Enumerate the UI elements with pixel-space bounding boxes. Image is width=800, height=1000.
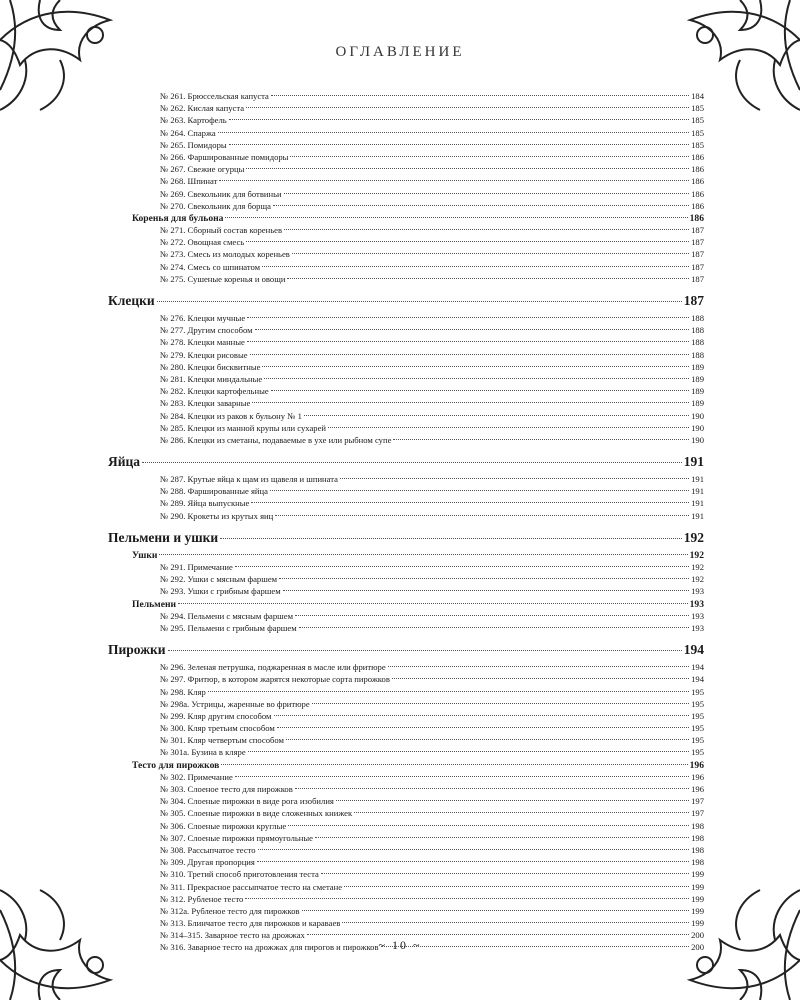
toc-entry <box>108 699 704 711</box>
toc-section <box>108 454 704 471</box>
dot-leader <box>252 402 689 403</box>
dot-leader <box>277 727 689 728</box>
toc-page-number: 199 <box>691 869 704 880</box>
dot-leader <box>279 578 689 579</box>
toc-entry <box>108 350 704 362</box>
dot-leader <box>342 922 689 923</box>
toc-entry <box>108 623 704 635</box>
toc-label: № 305. Слоеные пирожки в виде сложенных книжек <box>160 808 353 819</box>
toc-entry <box>108 857 704 869</box>
toc-label: Коренья для бульона <box>132 212 224 224</box>
toc-entry <box>108 435 704 447</box>
toc-label: Тесто для пирожков <box>132 759 220 771</box>
toc-label: № 288. Фаршированные яйца <box>160 486 268 497</box>
toc-entry <box>108 747 704 759</box>
toc-page-number: 199 <box>691 918 704 929</box>
toc-label: № 284. Клецки из раков к бульону № 1 <box>160 410 302 421</box>
toc-page-number: 185 <box>691 115 704 126</box>
dot-leader <box>262 366 689 367</box>
dot-leader <box>235 776 689 777</box>
toc-page-number: 187 <box>691 249 704 260</box>
toc-entry <box>108 313 704 325</box>
toc-entry <box>108 882 704 894</box>
toc-page-number: 197 <box>691 796 704 807</box>
dot-leader <box>295 615 689 616</box>
toc-page-number: 192 <box>691 574 704 585</box>
toc-label: № 281. Клецки миндальные <box>160 373 263 384</box>
toc-label: № 273. Смесь из молодых кореньев <box>160 249 290 260</box>
toc-label: № 290. Крокеты из крутых яиц <box>160 510 274 521</box>
toc-section <box>108 293 704 310</box>
toc-page-number: 194 <box>683 642 704 658</box>
toc-entry <box>108 249 704 261</box>
dot-leader <box>273 205 689 206</box>
toc-page-number: 190 <box>691 410 704 421</box>
toc-label: № 269. Свекольник для ботвиньи <box>160 188 282 199</box>
toc-label: № 291. Примечание <box>160 562 233 572</box>
toc-label: № 266. Фаршированные помидоры <box>160 151 289 162</box>
toc-page-number: 192 <box>689 549 704 561</box>
dot-leader <box>393 439 689 440</box>
toc-page-number: 185 <box>691 127 704 138</box>
toc-entry <box>108 115 704 127</box>
toc-page-number: 196 <box>689 759 704 771</box>
toc-page-number: 186 <box>691 188 704 199</box>
dot-leader <box>288 825 689 826</box>
toc-entry <box>108 164 704 176</box>
toc-entry <box>108 906 704 918</box>
toc-page-number: 199 <box>691 893 704 904</box>
toc-label: № 311. Прекрасное рассыпчатое тесто на сметане <box>160 881 343 892</box>
dot-leader <box>255 329 690 330</box>
toc-entry <box>108 398 704 410</box>
toc-label: № 272. Овощная смесь <box>160 237 245 248</box>
toc-entry <box>108 189 704 201</box>
toc-label: № 279. Клецки рисовые <box>160 349 248 360</box>
toc-entry <box>108 337 704 349</box>
toc-label: № 298а. Устрицы, жаренные во фритюре <box>160 698 310 709</box>
dot-leader <box>271 390 689 391</box>
dot-leader <box>292 253 689 254</box>
toc-label: Пельмени и ушки <box>108 529 219 545</box>
toc-entry <box>108 386 704 398</box>
toc-entry <box>108 711 704 723</box>
dot-leader <box>286 739 689 740</box>
dot-leader <box>246 241 689 242</box>
toc-label: № 293. Ушки с грибным фаршем <box>160 586 281 597</box>
toc-label: № 314–315. Заварное тесто на дрожжах <box>160 930 305 941</box>
toc-entry <box>108 274 704 286</box>
toc-entry <box>108 362 704 374</box>
toc-label: № 306. Слоеные пирожки круглые <box>160 820 287 831</box>
toc-label: № 287. Крутые яйца к щам из щавеля и шпината <box>160 474 338 485</box>
toc-label: № 263. Картофель <box>160 115 227 126</box>
toc-entry <box>108 662 704 674</box>
toc-page-number: 195 <box>691 710 704 721</box>
toc-entry <box>108 140 704 152</box>
toc-page-number: 196 <box>691 771 704 782</box>
toc-entry <box>108 574 704 586</box>
toc-entry <box>108 894 704 906</box>
dot-leader <box>304 415 689 416</box>
toc-label: Пельмени <box>132 598 177 610</box>
toc-entry <box>108 772 704 784</box>
toc-page-number: 195 <box>691 735 704 746</box>
toc-entry <box>108 674 704 686</box>
toc-entry <box>108 511 704 523</box>
toc-page-number: 198 <box>691 844 704 855</box>
dot-leader <box>270 490 689 491</box>
toc-page-number: 185 <box>691 139 704 150</box>
dot-leader <box>251 502 689 503</box>
dot-leader <box>392 678 689 679</box>
toc-entry <box>108 586 704 598</box>
toc-entry <box>108 474 704 486</box>
toc-subsection <box>108 599 704 611</box>
dot-leader <box>235 566 689 567</box>
toc-entry <box>108 225 704 237</box>
toc-page-number: 196 <box>691 784 704 794</box>
toc-entry <box>108 237 704 249</box>
dot-leader <box>245 898 689 899</box>
toc-label: № 271. Сборный состав кореньев <box>160 225 283 236</box>
toc-label: № 283. Клецки заварные <box>160 398 251 409</box>
dot-leader <box>274 715 690 716</box>
toc-label: № 280. Клецки бисквитные <box>160 361 261 372</box>
toc-page-number: 195 <box>691 723 704 734</box>
dot-leader <box>344 886 689 887</box>
toc-entry <box>108 262 704 274</box>
page-number: ~ 10 ~ <box>378 938 422 952</box>
toc-label: № 299. Кляр другим способом <box>160 710 272 721</box>
toc-page-number: 184 <box>691 91 704 101</box>
dot-leader <box>312 703 689 704</box>
toc-page-number: 191 <box>691 510 704 521</box>
toc-page-number: 186 <box>689 212 704 224</box>
toc-page-number: 190 <box>691 422 704 433</box>
toc-entry <box>108 735 704 747</box>
toc-page-number: 191 <box>691 498 704 509</box>
toc-label: № 274. Смесь со шпинатом <box>160 261 261 272</box>
dot-leader <box>388 666 689 667</box>
toc-entry <box>108 845 704 857</box>
toc-label: № 303. Слоеное тесто для пирожков <box>160 784 293 794</box>
toc-page-number: 189 <box>691 386 704 397</box>
toc-label: № 312а. Рубленое тесто для пирожков <box>160 905 300 916</box>
dot-leader <box>302 910 690 911</box>
toc-page-number: 189 <box>691 373 704 384</box>
toc-entry <box>108 325 704 337</box>
toc-entry <box>108 918 704 930</box>
toc-entry <box>108 128 704 140</box>
toc-label: № 296. Зеленая петрушка, поджаренная в масле или фритюре <box>160 662 386 673</box>
toc-label: № 265. Помидоры <box>160 139 227 150</box>
toc-subsection <box>108 760 704 772</box>
toc-page-number: 187 <box>691 261 704 272</box>
toc-page-number: 200 <box>691 942 704 953</box>
toc-label: Пирожки <box>108 642 166 658</box>
toc-page-number: 187 <box>691 225 704 236</box>
dot-leader <box>247 341 689 342</box>
dot-leader <box>218 132 689 133</box>
toc-label: № 261. Брюссельская капуста <box>160 91 269 101</box>
toc-label: № 307. Слоеные пирожки прямоугольные <box>160 832 313 843</box>
toc-page-number: 195 <box>691 698 704 709</box>
toc-label: № 301. Кляр четвертым способом <box>160 735 284 746</box>
dot-leader <box>321 873 689 874</box>
dot-leader <box>229 144 689 145</box>
toc-entry <box>108 423 704 435</box>
toc-label: № 301а. Бузина в кляре <box>160 747 246 758</box>
toc-page-number: 197 <box>691 808 704 819</box>
toc-page-number: 188 <box>691 313 704 323</box>
toc-page-number: 194 <box>691 662 704 673</box>
toc-entry <box>108 152 704 164</box>
dot-leader <box>157 301 682 302</box>
toc-page-number: 198 <box>691 857 704 868</box>
toc-page-number: 200 <box>691 930 704 941</box>
dot-leader <box>284 193 690 194</box>
dot-leader <box>219 180 689 181</box>
toc-page-number: 192 <box>691 562 704 572</box>
toc-page-number: 188 <box>691 349 704 360</box>
toc-label: № 267. Свежие огурцы <box>160 164 245 175</box>
toc-entry <box>108 821 704 833</box>
toc-entry <box>108 808 704 820</box>
toc-page-number: 193 <box>691 586 704 597</box>
toc-page-number: 198 <box>691 832 704 843</box>
toc-entry <box>108 784 704 796</box>
toc-page-number: 191 <box>683 454 704 470</box>
toc-page-number: 195 <box>691 747 704 758</box>
toc-label: № 262. Кислая капуста <box>160 103 245 114</box>
toc-entry <box>108 869 704 881</box>
toc-label: № 275. Сушеные коренья и овощи <box>160 273 286 284</box>
dot-leader <box>225 217 687 218</box>
toc-page-number: 187 <box>691 273 704 284</box>
toc-label: Ушки <box>132 549 158 561</box>
toc-label: № 316. Заварное тесто на дрожжах для пирогов и пирожков <box>160 942 379 953</box>
toc-page-number: 193 <box>691 622 704 633</box>
toc-page-number: 199 <box>691 905 704 916</box>
toc-page-number: 191 <box>691 474 704 485</box>
dot-leader <box>340 478 689 479</box>
dot-leader <box>264 378 689 379</box>
toc-section <box>108 642 704 659</box>
dot-leader <box>257 861 689 862</box>
page-title: ОГЛАВЛЕНИЕ <box>335 44 465 60</box>
toc-page-number: 188 <box>691 325 704 336</box>
toc-label: Клецки <box>108 293 155 308</box>
toc-page-number: 186 <box>691 200 704 211</box>
toc-entry <box>108 176 704 188</box>
dot-leader <box>284 229 689 230</box>
toc-label: № 309. Другая пропорция <box>160 857 255 868</box>
toc-entry <box>108 411 704 423</box>
dot-leader <box>271 95 689 96</box>
toc-entry <box>108 201 704 213</box>
toc-label: № 268. Шпинат <box>160 176 218 187</box>
toc-entry <box>108 91 704 103</box>
toc-page-number: 193 <box>691 610 704 621</box>
toc-page-number: 190 <box>691 434 704 445</box>
dot-leader <box>315 837 689 838</box>
toc-label: № 312. Рубленое тесто <box>160 893 244 904</box>
toc-page-number: 192 <box>683 529 704 545</box>
table-of-contents <box>108 91 704 955</box>
dot-leader <box>159 554 687 555</box>
toc-page-number: 187 <box>691 237 704 248</box>
toc-entry <box>108 796 704 808</box>
dot-leader <box>299 627 689 628</box>
toc-label: № 313. Блинчатое тесто для пирожков и караваев <box>160 918 341 929</box>
toc-label: № 294. Пельмени с мясным фаршем <box>160 610 294 621</box>
toc-entry <box>108 723 704 735</box>
toc-page-number: 193 <box>689 598 704 610</box>
toc-page-number: 195 <box>691 686 704 697</box>
dot-leader <box>142 462 682 463</box>
toc-subsection <box>108 213 704 225</box>
dot-leader <box>290 156 689 157</box>
toc-label: № 297. Фритюр, в котором жарятся некоторые сорта пирожков <box>160 674 390 685</box>
toc-page-number: 189 <box>691 398 704 409</box>
toc-label: Яйца <box>108 454 141 470</box>
dot-leader <box>178 603 688 604</box>
toc-page-number: 186 <box>691 151 704 162</box>
toc-section <box>108 530 704 547</box>
toc-entry <box>108 498 704 510</box>
toc-label: № 302. Примечание <box>160 771 233 782</box>
toc-label: № 282. Клецки картофельные <box>160 386 269 397</box>
dot-leader <box>229 119 689 120</box>
toc-entry <box>108 103 704 115</box>
toc-page-number: 186 <box>691 164 704 175</box>
toc-entry <box>108 687 704 699</box>
dot-leader <box>246 168 689 169</box>
dot-leader <box>258 849 690 850</box>
toc-page-number: 188 <box>691 337 704 348</box>
dot-leader <box>275 515 689 516</box>
toc-label: № 276. Клецки мучные <box>160 313 246 323</box>
toc-subsection <box>108 550 704 562</box>
dot-leader <box>328 427 689 428</box>
dot-leader <box>262 266 689 267</box>
dot-leader <box>168 650 682 651</box>
toc-page-number: 191 <box>691 486 704 497</box>
toc-label: № 264. Спаржа <box>160 127 216 138</box>
toc-label: № 292. Ушки с мясным фаршем <box>160 574 278 585</box>
toc-page-number: 189 <box>691 361 704 372</box>
toc-label: № 289. Яйца выпускные <box>160 498 250 509</box>
toc-entry <box>108 611 704 623</box>
toc-label: № 304. Слоеные пирожки в виде рога изобилия <box>160 796 334 807</box>
dot-leader <box>336 800 689 801</box>
toc-label: № 286. Клецки из сметаны, подаваемые в ухе или рыбном супе <box>160 434 392 445</box>
toc-page-number: 186 <box>691 176 704 187</box>
toc-page-number: 194 <box>691 674 704 685</box>
toc-label: № 308. Рассыпчатое тесто <box>160 844 256 855</box>
toc-page-number: 199 <box>691 881 704 892</box>
dot-leader <box>287 278 689 279</box>
dot-leader <box>246 107 689 108</box>
dot-leader <box>354 812 689 813</box>
toc-entry <box>108 374 704 386</box>
toc-page-number: 198 <box>691 820 704 831</box>
dot-leader <box>220 538 682 539</box>
toc-label: № 295. Пельмени с грибным фаршем <box>160 622 297 633</box>
toc-entry <box>108 562 704 574</box>
toc-label: № 270. Свекольник для борща <box>160 200 271 211</box>
dot-leader <box>247 317 689 318</box>
toc-entry <box>108 486 704 498</box>
dot-leader <box>221 764 687 765</box>
dot-leader <box>283 590 689 591</box>
toc-label: № 298. Кляр <box>160 686 206 697</box>
toc-label: № 285. Клецки из манной крупы или сухарей <box>160 422 326 433</box>
toc-label: № 300. Кляр третьим способом <box>160 723 275 734</box>
toc-label: № 277. Другим способом <box>160 325 253 336</box>
toc-page-number: 187 <box>683 293 704 308</box>
dot-leader <box>250 354 690 355</box>
toc-label: № 278. Клецки манные <box>160 337 245 348</box>
toc-entry <box>108 833 704 845</box>
toc-page-number: 185 <box>691 103 704 114</box>
dot-leader <box>208 691 689 692</box>
dot-leader <box>248 751 689 752</box>
dot-leader <box>307 934 689 935</box>
toc-label: № 310. Третий способ приготовления теста <box>160 869 319 880</box>
dot-leader <box>295 788 689 789</box>
